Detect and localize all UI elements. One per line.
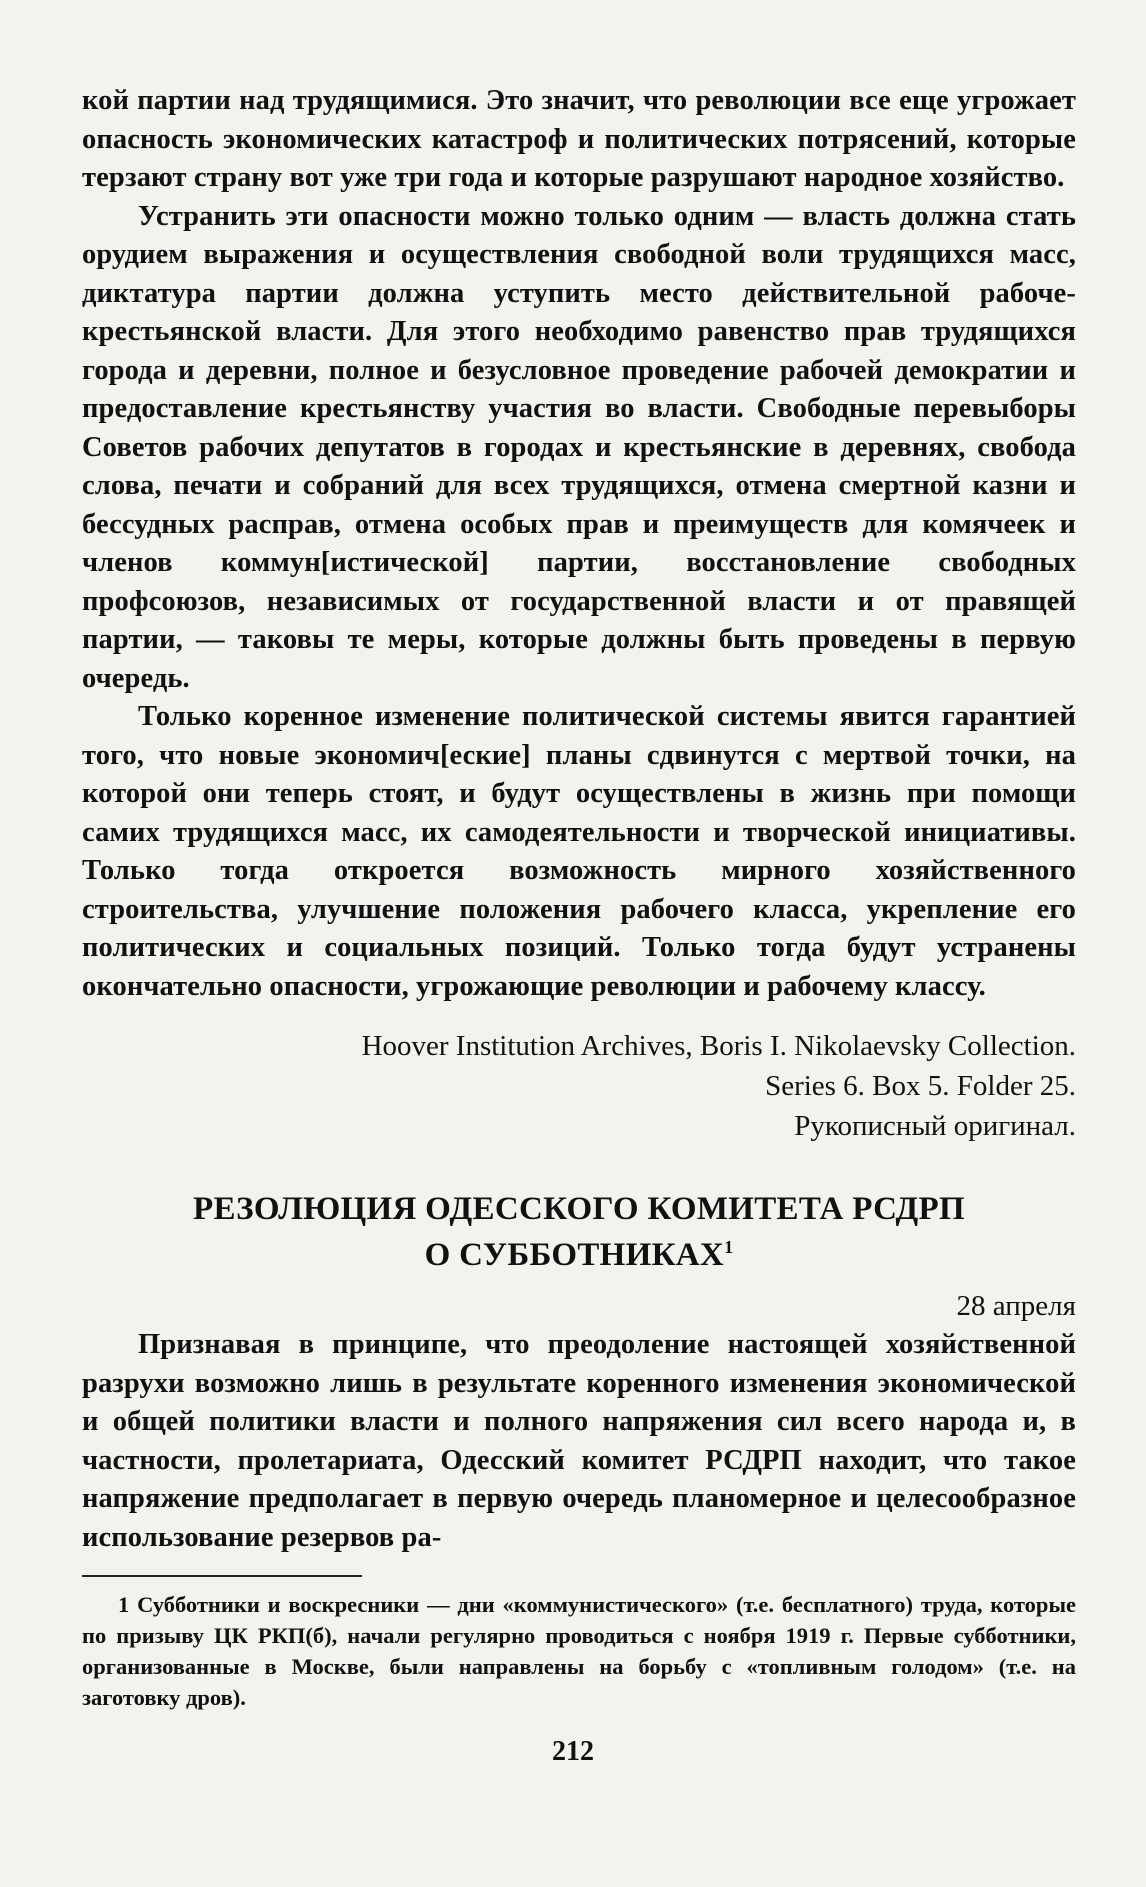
- page-number: 212: [552, 1736, 594, 1767]
- footnote: 1 Субботники и воскресники — дни «коммунистического» (т.е. бесплатного) труда, которые по призыву ЦК РКП(б), начали регулярно проводиться с ноября 1919 г. Первые субботники, организованные в Москве, были направлены на борьбу с «топливным голодом» (т.е. на заготовку дров).: [82, 1592, 1076, 1710]
- title-text: О СУББОТНИКАХ: [424, 1237, 725, 1273]
- archive-source: [82, 1026, 1076, 1146]
- body-paragraph: Устранить эти опасности можно только одним — власть должна стать орудием выражения и осуществления свободной воли трудящихся масс, диктатура партии должна уступить место действительной рабоче-крестьянской власти. Для этого необходимо равенство прав трудящихся города и деревни, полное и безусловное проведение рабочей демократии и предоставление крестьянству участия во власти. Свободные перевыборы Советов рабочих депутатов в городах и крестьянские в деревнях, свобода слова, печати и собраний для всех трудящихся, отмена смертной казни и бессудных расправ, отмена особых прав и преимуществ для комячеек и членов коммун[истической] партии, восстановление свободных профсоюзов, независимых от государственной власти и от правящей партии, — таковы те меры, которые должны быть проведены в первую очередь.: [82, 200, 1076, 694]
- section-title: [82, 1186, 1076, 1278]
- body-paragraph: Только коренное изменение политической системы явится гарантией того, что новые экономич[еские] планы сдвинутся с мертвой точки, на которой они теперь стоят, и будут осуществлены в жизнь при помощи самих трудящихся масс, их самодеятельности и творческой инициативы. Только тогда откроется возможность мирного хозяйственного строительства, улучшение положения рабочего класса, укрепление его политических и социальных позиций. Только тогда будут устранены окончательно опасности, угрожающие революции и рабочему классу.: [82, 701, 1076, 1002]
- title-line: РЕЗОЛЮЦИЯ ОДЕССКОГО КОМИТЕТА РСДРП: [193, 1191, 965, 1227]
- source-line: Рукописный оригинал.: [794, 1110, 1076, 1142]
- footnote-divider: [82, 1575, 362, 1577]
- source-line: Series 6. Box 5. Folder 25.: [765, 1070, 1076, 1102]
- footnote-mark: 1: [724, 1237, 734, 1257]
- body-paragraph: кой партии над трудящимися. Это значит, что революции все еще угрожает опасность экономических катастроф и политических потрясений, которые терзают страну вот уже три года и которые разрушают народное хозяйство.: [82, 85, 1076, 193]
- resolution-date: 28 апреля: [956, 1290, 1076, 1322]
- title-line: [82, 1232, 1076, 1278]
- resolution-paragraph: Признавая в принципе, что преодоление настоящей хозяйственной разрухи возможно лишь в результате коренного изменения экономической и общей политики власти и полного напряжения сил всего народа и, в частности, пролетариата, Одесский комитет РСДРП находит, что такое напряжение предполагает в первую очередь планомерное и целесообразное использование резервов ра-: [82, 1329, 1076, 1553]
- source-line: Hoover Institution Archives, Boris I. Nikolaevsky Collection.: [361, 1030, 1076, 1062]
